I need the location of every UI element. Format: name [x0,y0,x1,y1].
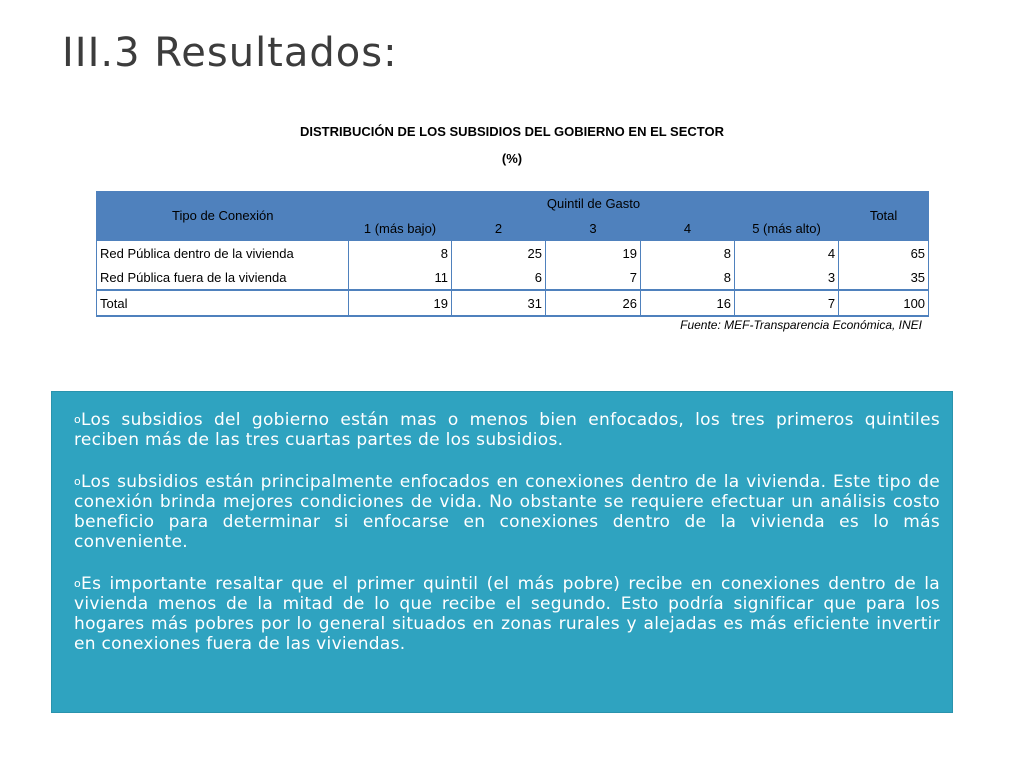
bullet-marker-icon: o [74,413,82,426]
table-cell: 31 [452,290,546,316]
header-quintil-4: 4 [641,216,735,241]
subsidies-table [96,191,929,317]
table-cell: 35 [839,265,929,290]
table-cell: 8 [349,241,452,266]
table-row [97,265,929,290]
table-source: Fuente: MEF-Transparencia Económica, INEI [680,318,922,332]
bullet-item [74,574,940,654]
table-cell: 4 [735,241,839,266]
bullet-text: Los subsidios están principalmente enfocados en conexiones dentro de la vivienda. Este tipo de conexión brinda mejores condiciones de vida. No obstante se requiere efectuar un análisis costo beneficio para determinar si enfocarse en conexiones dentro de la vivienda es lo más conveniente. [74,472,940,552]
slide-title: III.3 Resultados: [62,30,398,76]
table-cell: 16 [641,290,735,316]
table-row [97,241,929,266]
header-quintil-1: 1 (más bajo) [349,216,452,241]
table-cell: 3 [735,265,839,290]
bullet-marker-icon: o [74,475,82,488]
row-label: Red Pública fuera de la vivienda [97,265,349,290]
table-cell: 65 [839,241,929,266]
row-label: Total [97,290,349,316]
table-subtitle: (%) [501,151,523,166]
table-cell: 7 [546,265,641,290]
header-total: Total [839,191,929,241]
table-cell: 19 [546,241,641,266]
conclusions-box [51,391,953,713]
table-cell: 100 [839,290,929,316]
table-cell: 8 [641,241,735,266]
bullet-item [74,472,940,552]
table-cell: 25 [452,241,546,266]
bullet-text: Es importante resaltar que el primer quintil (el más pobre) recibe en conexiones dentro de la vivienda menos de la mitad de lo que recibe el segundo. Esto podría significar que para los hogares más pobres por lo general situados en zonas rurales y alejadas es más eficiente invertir en conexiones fuera de las viviendas. [74,574,940,654]
table-cell: 19 [349,290,452,316]
table-cell: 26 [546,290,641,316]
table-cell: 8 [641,265,735,290]
table-cell: 11 [349,265,452,290]
header-quintil-de-gasto: Quintil de Gasto [349,191,839,216]
table-cell: 6 [452,265,546,290]
header-quintil-3: 3 [546,216,641,241]
header-quintil-2: 2 [452,216,546,241]
bullet-text: Los subsidios del gobierno están mas o menos bien enfocados, los tres primeros quintiles reciben más de las tres cuartas partes de los subsidios. [74,410,940,450]
bullet-item [74,410,940,450]
table-row-total [97,290,929,316]
bullet-marker-icon: o [74,577,82,590]
header-tipo-conexion: Tipo de Conexión [97,191,349,241]
table-title: DISTRIBUCIÓN DE LOS SUBSIDIOS DEL GOBIERNO EN EL SECTOR [300,124,724,139]
row-label: Red Pública dentro de la vivienda [97,241,349,266]
table-cell: 7 [735,290,839,316]
header-quintil-5: 5 (más alto) [735,216,839,241]
